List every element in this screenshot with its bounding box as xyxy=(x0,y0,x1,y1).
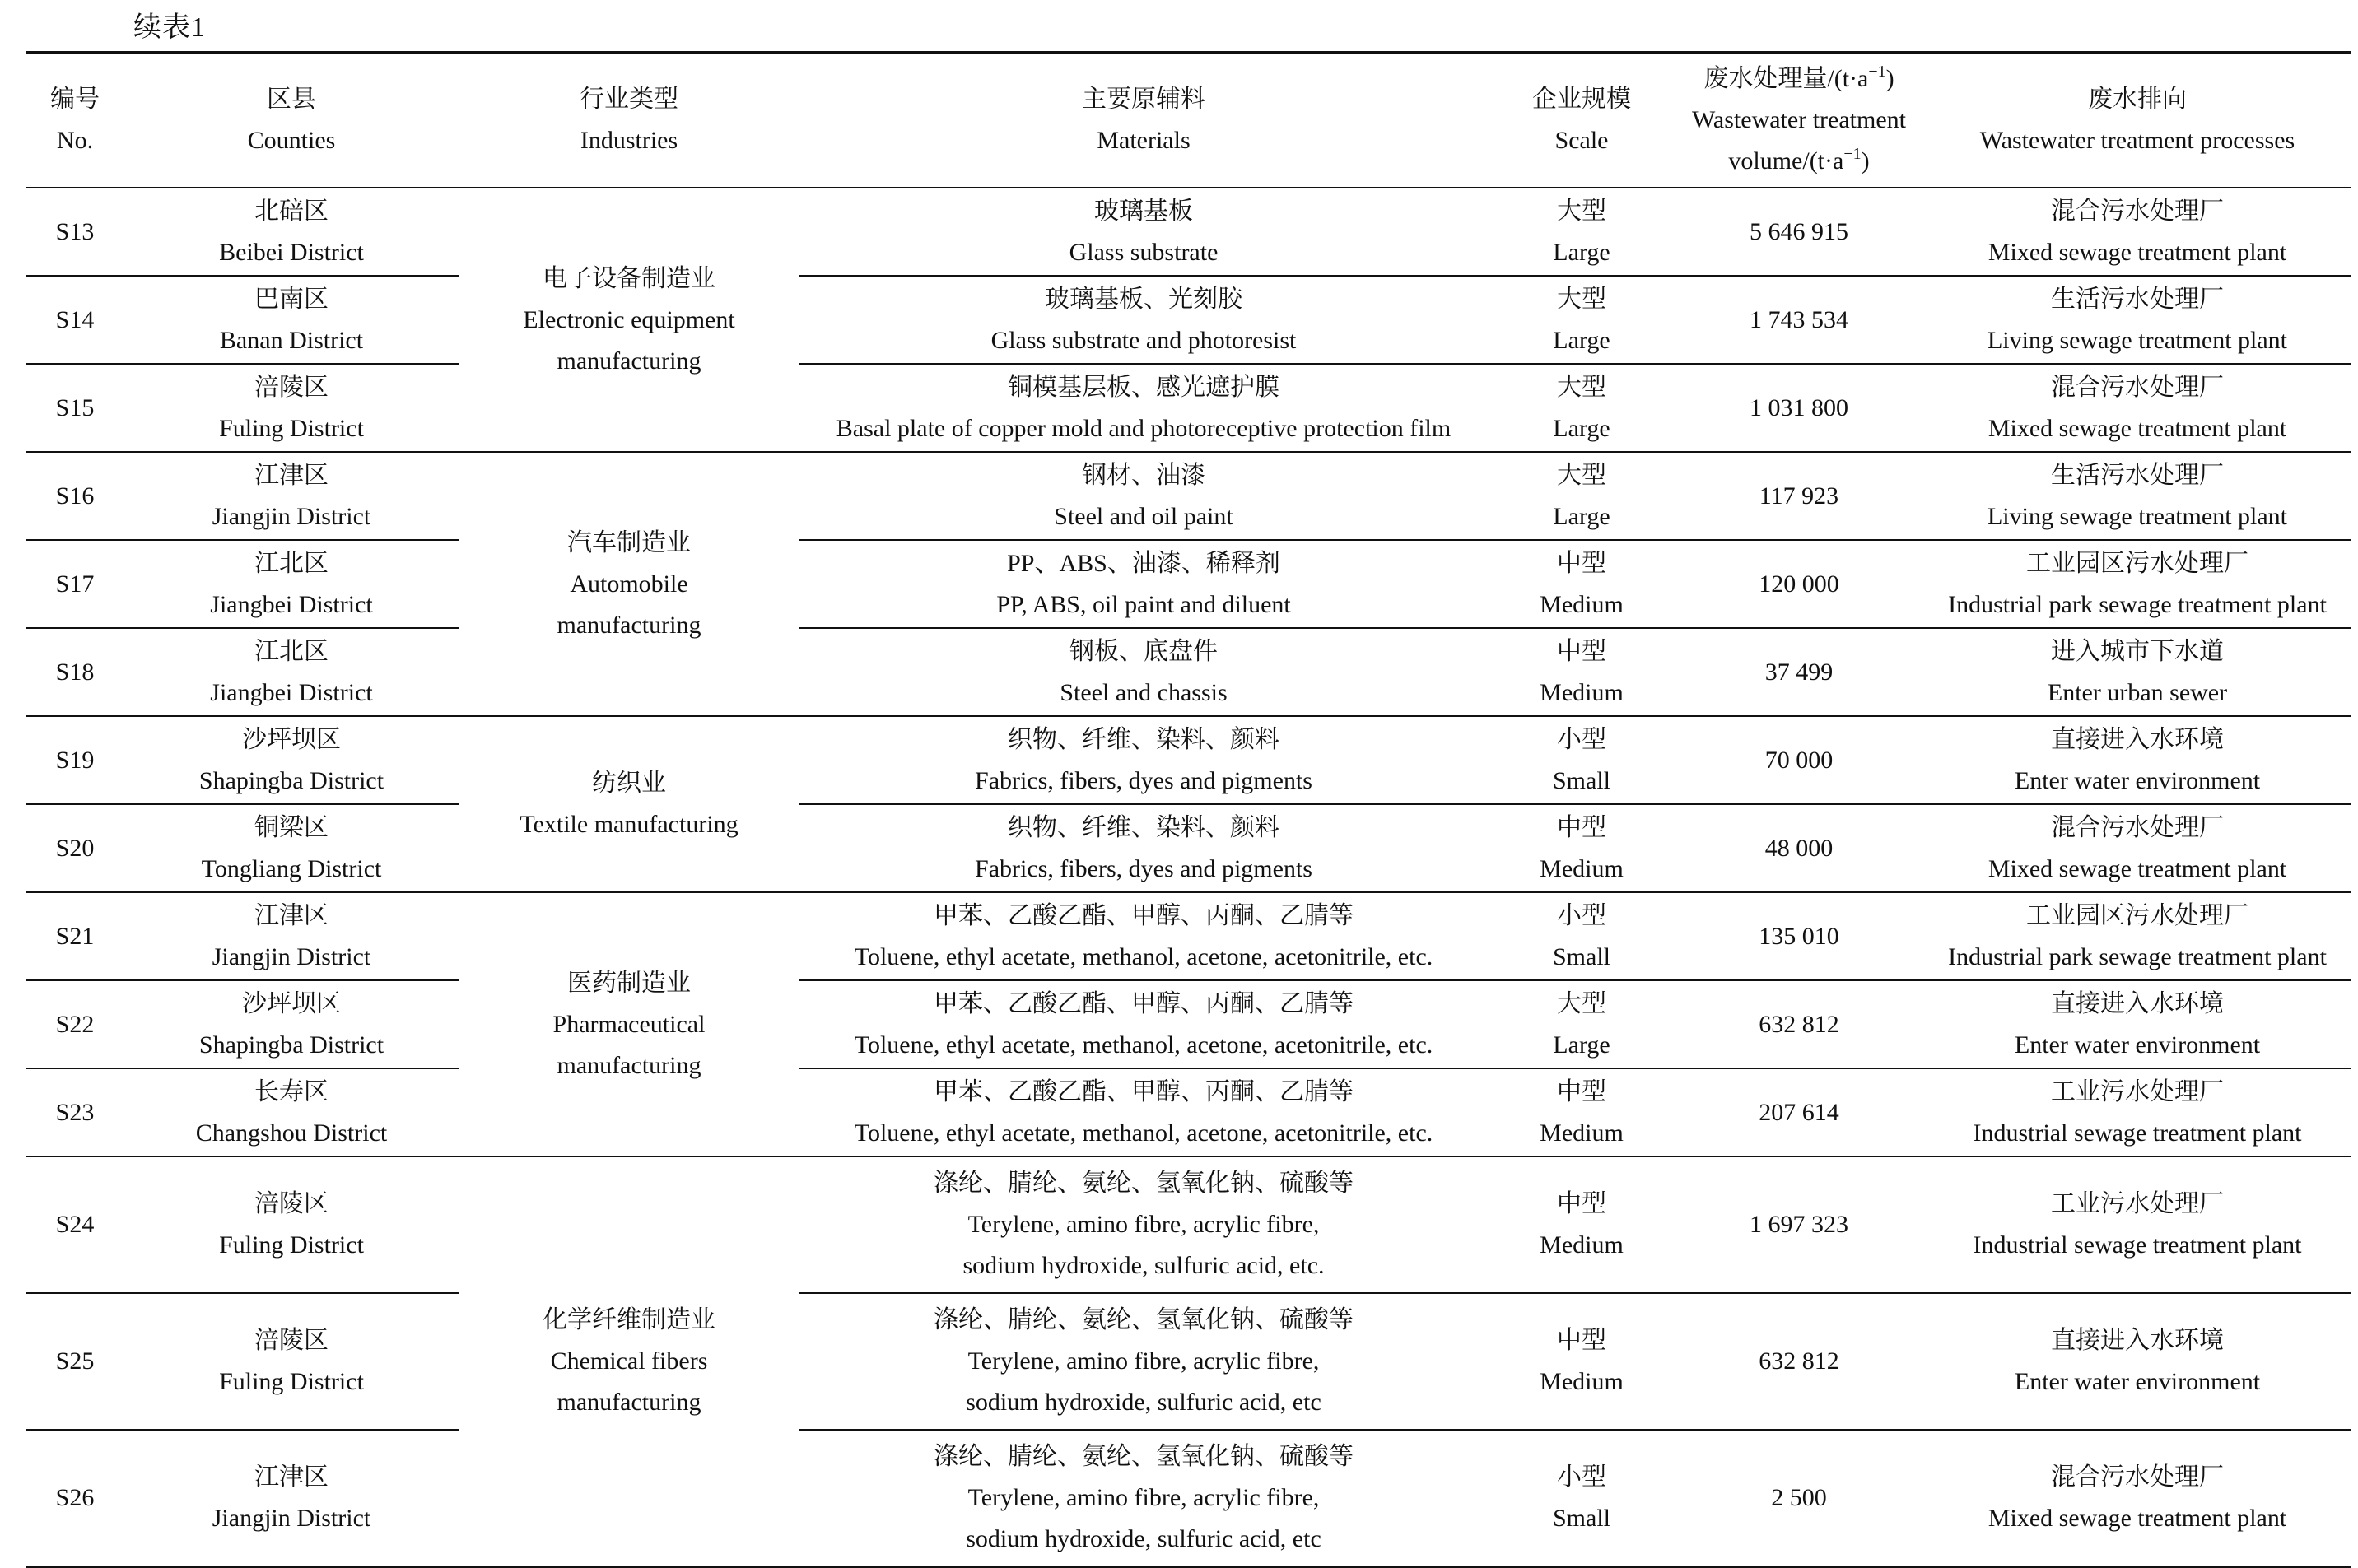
cell-scale: 中型 Medium xyxy=(1489,1068,1675,1156)
cell-volume: 48 000 xyxy=(1675,804,1923,892)
cell-id: S14 xyxy=(26,276,123,364)
cell-materials: 钢材、油漆 Steel and oil paint xyxy=(799,452,1489,540)
cell-id: S23 xyxy=(26,1068,123,1156)
cell-industry: 医药制造业 Pharmaceutical manufacturing xyxy=(459,892,799,1156)
table-row xyxy=(26,1430,2351,1567)
table-body xyxy=(26,188,2351,1567)
cell-process: 直接进入水环境 Enter water environment xyxy=(1923,716,2351,804)
cell-county: 江北区 Jiangbei District xyxy=(123,540,459,628)
cell-volume: 5 646 915 xyxy=(1675,188,1923,276)
cell-materials: 玻璃基板 Glass substrate xyxy=(799,188,1489,276)
cell-id: S22 xyxy=(26,980,123,1068)
cell-process: 混合污水处理厂 Mixed sewage treatment plant xyxy=(1923,188,2351,276)
table-row xyxy=(26,804,2351,892)
header-scale: 企业规模 Scale xyxy=(1489,53,1675,188)
cell-process: 直接进入水环境 Enter water environment xyxy=(1923,1293,2351,1430)
cell-materials: 玻璃基板、光刻胶 Glass substrate and photoresist xyxy=(799,276,1489,364)
cell-county: 北碚区 Beibei District xyxy=(123,188,459,276)
table-row xyxy=(26,1068,2351,1156)
cell-id: S21 xyxy=(26,892,123,980)
cell-scale: 小型 Small xyxy=(1489,716,1675,804)
cell-process: 混合污水处理厂 Mixed sewage treatment plant xyxy=(1923,804,2351,892)
cell-id: S24 xyxy=(26,1156,123,1293)
cell-id: S18 xyxy=(26,628,123,716)
cell-scale: 大型 Large xyxy=(1489,276,1675,364)
table-row xyxy=(26,716,2351,804)
cell-industry: 纺织业 Textile manufacturing xyxy=(459,716,799,892)
cell-county: 江津区 Jiangjin District xyxy=(212,1463,371,1532)
cell-materials: 涤纶、腈纶、氨纶、氢氧化钠、硫酸等 Terylene, amino fibre, acrylic fibre, sodium hydroxide, sulfuric acid, etc xyxy=(799,1293,1489,1430)
cell-id: S16 xyxy=(26,452,123,540)
cell-scale: 中型 Medium xyxy=(1489,804,1675,892)
header-volume: 废水处理量$/(t\cdot a^{-1})$ Wastewater treatment volume/$(t\cdot a^{-1})$ xyxy=(1675,53,1923,188)
cell-id: S20 xyxy=(26,804,123,892)
cell-scale: 中型 Medium xyxy=(1489,1293,1675,1430)
cell-process: 工业污水处理厂 Industrial sewage treatment plant xyxy=(1923,1068,2351,1156)
cell-materials: 甲苯、乙酸乙酯、甲醇、丙酮、乙腈等 Toluene, ethyl acetate, methanol, acetone, acetonitrile, etc. xyxy=(799,1068,1489,1156)
cell-scale: 大型 Large xyxy=(1489,980,1675,1068)
table-row xyxy=(26,980,2351,1068)
cell-materials: 甲苯、乙酸乙酯、甲醇、丙酮、乙腈等 Toluene, ethyl acetate, methanol, acetone, acetonitrile, etc. xyxy=(799,892,1489,980)
cell-process: 混合污水处理厂 Mixed sewage treatment plant xyxy=(1988,1463,2287,1532)
cell-industry: 化学纤维制造业 Chemical fibers manufacturing xyxy=(543,1306,715,1416)
table-row xyxy=(26,276,2351,364)
cell-county: 沙坪坝区 Shapingba District xyxy=(123,980,459,1068)
table-row xyxy=(26,1156,2351,1293)
cell-process: 混合污水处理厂 Mixed sewage treatment plant xyxy=(1923,364,2351,452)
cell-materials: 甲苯、乙酸乙酯、甲醇、丙酮、乙腈等 Toluene, ethyl acetate, methanol, acetone, acetonitrile, etc. xyxy=(799,980,1489,1068)
cell-volume: 37 499 xyxy=(1675,628,1923,716)
table-row xyxy=(26,188,2351,276)
table-row xyxy=(26,452,2351,540)
cell-materials: 织物、纤维、染料、颜料 Fabrics, fibers, dyes and pigments xyxy=(799,716,1489,804)
cell-id: S26 xyxy=(55,1484,95,1511)
cell-id: S19 xyxy=(26,716,123,804)
cell-process: 生活污水处理厂 Living sewage treatment plant xyxy=(1923,452,2351,540)
wastewater-table xyxy=(26,51,2351,1568)
cell-materials: 织物、纤维、染料、颜料 Fabrics, fibers, dyes and pigments xyxy=(799,804,1489,892)
cell-volume: 120 000 xyxy=(1675,540,1923,628)
cell-materials: 涤纶、腈纶、氨纶、氢氧化钠、硫酸等 Terylene, amino fibre, acrylic fibre, sodium hydroxide, sulfuric acid, etc. xyxy=(799,1156,1489,1293)
cell-id: S17 xyxy=(26,540,123,628)
table-row xyxy=(26,892,2351,980)
cell-county: 江北区 Jiangbei District xyxy=(123,628,459,716)
cell-process: 工业污水处理厂 Industrial sewage treatment plant xyxy=(1923,1156,2351,1293)
cell-volume: 1 031 800 xyxy=(1675,364,1923,452)
cell-materials: 钢板、底盘件 Steel and chassis xyxy=(799,628,1489,716)
cell-county: 江津区 Jiangjin District xyxy=(123,892,459,980)
cell-scale: 小型 Small xyxy=(1552,1463,1610,1532)
cell-scale: 中型 Medium xyxy=(1489,1156,1675,1293)
cell-volume: 70 000 xyxy=(1675,716,1923,804)
cell-county: 涪陵区 Fuling District xyxy=(123,1293,459,1430)
cell-scale: 中型 Medium xyxy=(1489,628,1675,716)
cell-county: 涪陵区 Fuling District xyxy=(123,364,459,452)
cell-process: 生活污水处理厂 Living sewage treatment plant xyxy=(1923,276,2351,364)
cell-county: 铜梁区 Tongliang District xyxy=(123,804,459,892)
table-row xyxy=(26,364,2351,452)
cell-id: S25 xyxy=(26,1293,123,1430)
cell-scale: 小型 Small xyxy=(1489,892,1675,980)
cell-volume: 2 500 xyxy=(1771,1484,1827,1511)
cell-volume: 632 812 xyxy=(1675,1293,1923,1430)
cell-industry: 电子设备制造业 Electronic equipment manufacturing xyxy=(459,188,799,452)
cell-county: 涪陵区 Fuling District xyxy=(123,1156,459,1293)
cell-volume: 117 923 xyxy=(1675,452,1923,540)
table-row xyxy=(26,1293,2351,1430)
table-row xyxy=(26,540,2351,628)
table-row xyxy=(26,628,2351,716)
cell-materials: 涤纶、腈纶、氨纶、氢氧化钠、硫酸等 Terylene, amino fibre, acrylic fibre, sodium hydroxide, sulfuric acid, etc xyxy=(934,1443,1354,1552)
cell-materials: 铜模基层板、感光遮护膜 Basal plate of copper mold and photoreceptive protection film xyxy=(799,364,1489,452)
cell-scale: 中型 Medium xyxy=(1489,540,1675,628)
header-materials: 主要原辅料 Materials xyxy=(799,53,1489,188)
cell-volume: 207 614 xyxy=(1675,1068,1923,1156)
cell-county: 沙坪坝区 Shapingba District xyxy=(123,716,459,804)
cell-process: 进入城市下水道 Enter urban sewer xyxy=(1923,628,2351,716)
table-caption: 续表1 xyxy=(133,12,206,43)
cell-volume: 135 010 xyxy=(1675,892,1923,980)
cell-county: 巴南区 Banan District xyxy=(123,276,459,364)
cell-process: 工业园区污水处理厂 Industrial park sewage treatment plant xyxy=(1923,540,2351,628)
cell-id: S13 xyxy=(26,188,123,276)
cell-materials: PP、ABS、油漆、稀释剂 PP, ABS, oil paint and diluent xyxy=(799,540,1489,628)
header-row xyxy=(26,53,2351,188)
cell-process: 工业园区污水处理厂 Industrial park sewage treatment plant xyxy=(1923,892,2351,980)
header-no: 编号 No. xyxy=(26,53,123,188)
cell-process: 直接进入水环境 Enter water environment xyxy=(1923,980,2351,1068)
cell-county: 江津区 Jiangjin District xyxy=(123,452,459,540)
cell-scale: 大型 Large xyxy=(1489,452,1675,540)
cell-scale: 大型 Large xyxy=(1489,188,1675,276)
cell-volume: 1 697 323 xyxy=(1675,1156,1923,1293)
cell-industry: 汽车制造业 Automobile manufacturing xyxy=(459,452,799,716)
header-process: 废水排向 Wastewater treatment processes xyxy=(1923,53,2351,188)
header-industry: 行业类型 Industries xyxy=(459,53,799,188)
cell-county: 长寿区 Changshou District xyxy=(123,1068,459,1156)
header-county: 区县 Counties xyxy=(123,53,459,188)
cell-volume: 632 812 xyxy=(1675,980,1923,1068)
cell-volume: 1 743 534 xyxy=(1675,276,1923,364)
cell-scale: 大型 Large xyxy=(1489,364,1675,452)
cell-id: S15 xyxy=(26,364,123,452)
